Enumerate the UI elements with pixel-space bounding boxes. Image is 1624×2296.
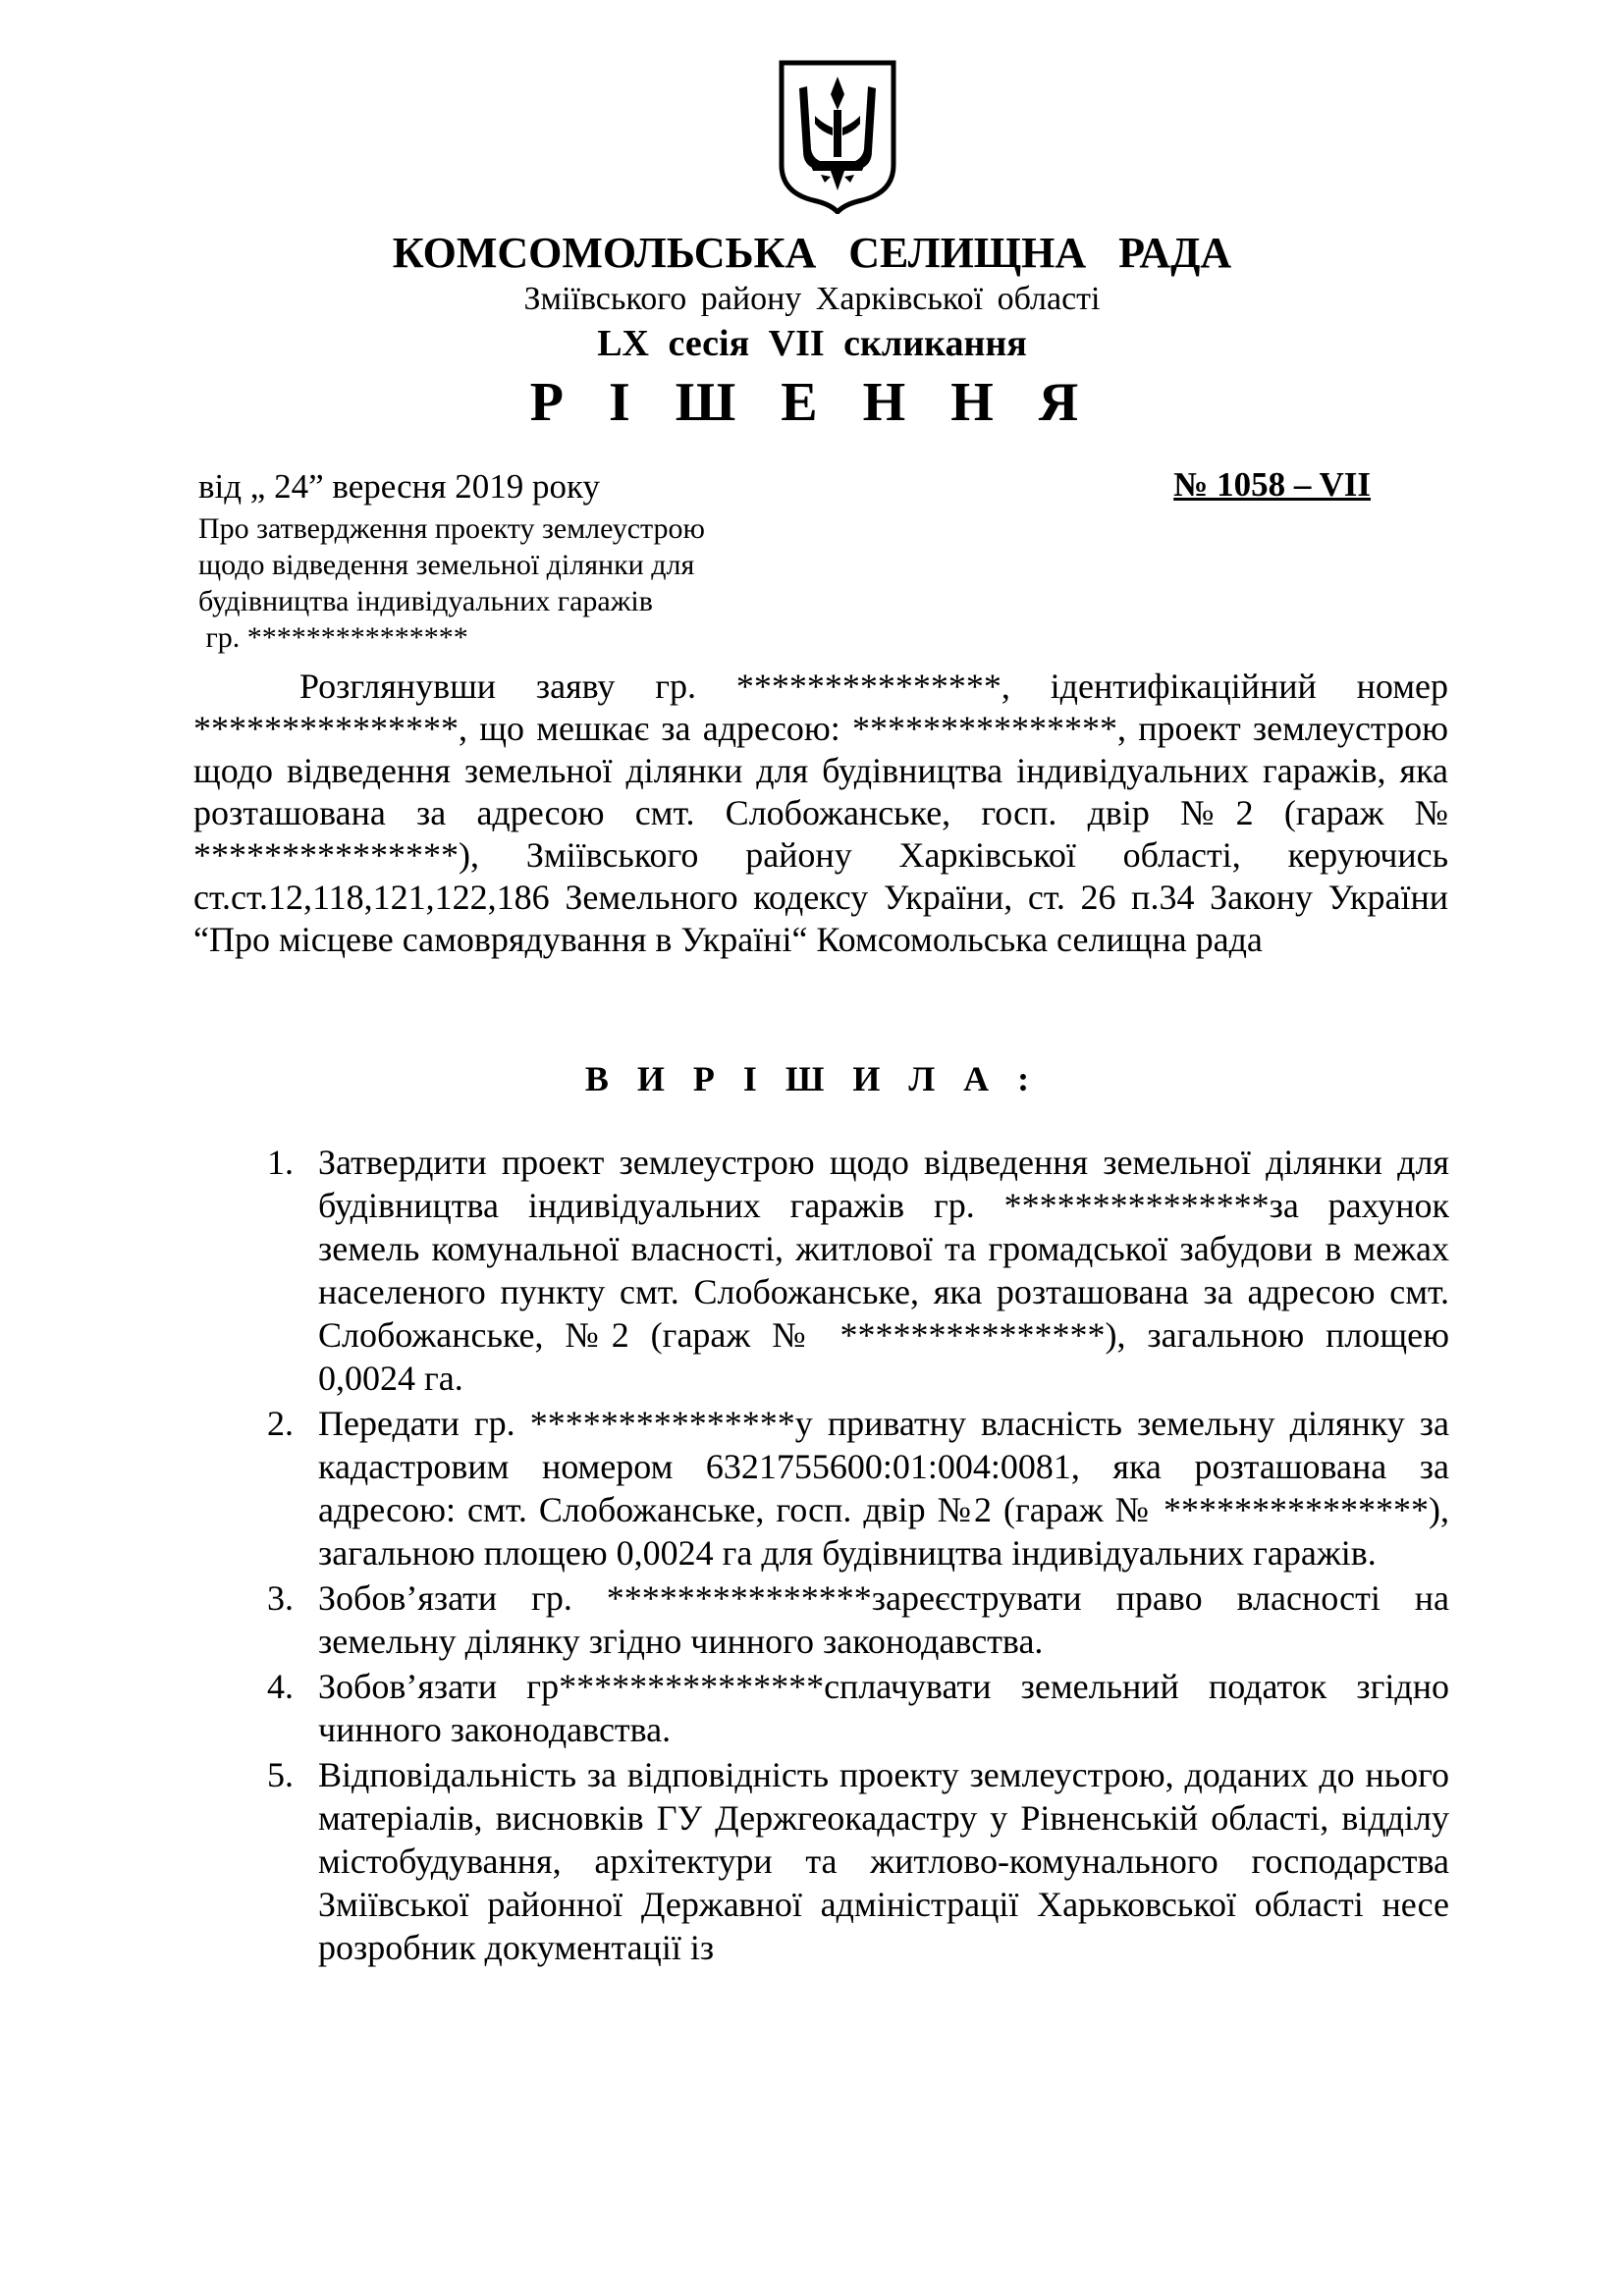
item-number: 3. xyxy=(267,1578,294,1618)
district-line: Зміївського району Харківської області xyxy=(523,281,1101,317)
item-text: Передати гр. ***************у приватну власність земельну ділянку за кадастровим номером 6321755600:01:004:0081, яка розташована за адресою: смт. Слобожанське, госп. двір №2 (гараж № ***************), загальною площею 0,0024 га для будівництва індивідуальних гаражів. xyxy=(318,1404,1449,1573)
council-name: КОМСОМОЛЬСЬКА СЕЛИЩНА РАДА xyxy=(392,229,1232,277)
item-number: 1. xyxy=(267,1143,294,1182)
document-type-title: Р І Ш Е Н Н Я xyxy=(529,372,1095,433)
item-text: Зобов’язати гр***************сплачувати земельний податок згідно чинного законодавства. xyxy=(318,1667,1449,1749)
resolution-item xyxy=(259,1402,1449,1575)
resolution-item xyxy=(259,1753,1449,1969)
subject-line: Про затвердження проекту землеустрою xyxy=(198,512,705,545)
subject-line: щодо відведення земельної ділянки для xyxy=(198,549,695,581)
subject-line: гр. *************** xyxy=(198,621,468,654)
resolution-items xyxy=(259,1141,1449,1971)
coat-of-arms-trident-icon xyxy=(776,59,899,214)
resolution-item xyxy=(259,1141,1449,1400)
resolution-item xyxy=(259,1665,1449,1751)
resolution-item xyxy=(259,1576,1449,1663)
item-text: Зобов’язати гр. ***************зареєструвати право власності на земельну ділянку згідно чинного законодавства. xyxy=(318,1578,1449,1661)
decision-number: № 1058 – VII xyxy=(1173,465,1371,504)
item-text: Відповідальність за відповідність проекту землеустрою, доданих до нього матеріалів, висновків ГУ Держгеокадастру у Рівненській області, відділу містобудування, архітектури та житлово-комунального господарства Зміївської районної Державної адміністрації Харьковської області несе розробник документації із xyxy=(318,1755,1449,1967)
decision-subject xyxy=(198,510,807,656)
subject-line: будівництва індивідуальних гаражів xyxy=(198,585,653,617)
session-line: LX сесія VII скликання xyxy=(597,323,1027,364)
preamble-text: Розглянувши заяву гр. ***************, ідентифікаційний номер ***************, що мешкає за адресою: ***************, проект землеустрою щодо відведення земельної ділянки для будівництва індивідуальних гаражів, яка розташована за адресою смт. Слобожанське, госп. двір №2 (гараж № ***************), Зміївського району Харківської області, керуючись ст.ст.12,118,121,122,186 Земельного кодексу України, ст. 26 п.34 Закону України “Про місцеве самоврядування в Україні“ Комсомольська селищна рада xyxy=(193,667,1448,959)
decided-heading: В И Р І Ш И Л А : xyxy=(584,1059,1040,1098)
item-text: Затвердити проект землеустрою щодо відведення земельної ділянки для будівництва індивідуальних гаражів гр. ***************за рахунок земель комунальної власності, житлової та громадської забудови в межах населеного пункту смт. Слобожанське, яка розташована за адресою смт. Слобожанське, №2 (гараж № ***************), загальною площею 0,0024 га. xyxy=(318,1143,1449,1398)
item-number: 2. xyxy=(267,1404,294,1443)
item-number: 4. xyxy=(267,1667,294,1706)
decision-date: від „ 24” вересня 2019 року xyxy=(198,467,601,506)
item-number: 5. xyxy=(267,1755,294,1794)
preamble-paragraph xyxy=(193,666,1448,961)
